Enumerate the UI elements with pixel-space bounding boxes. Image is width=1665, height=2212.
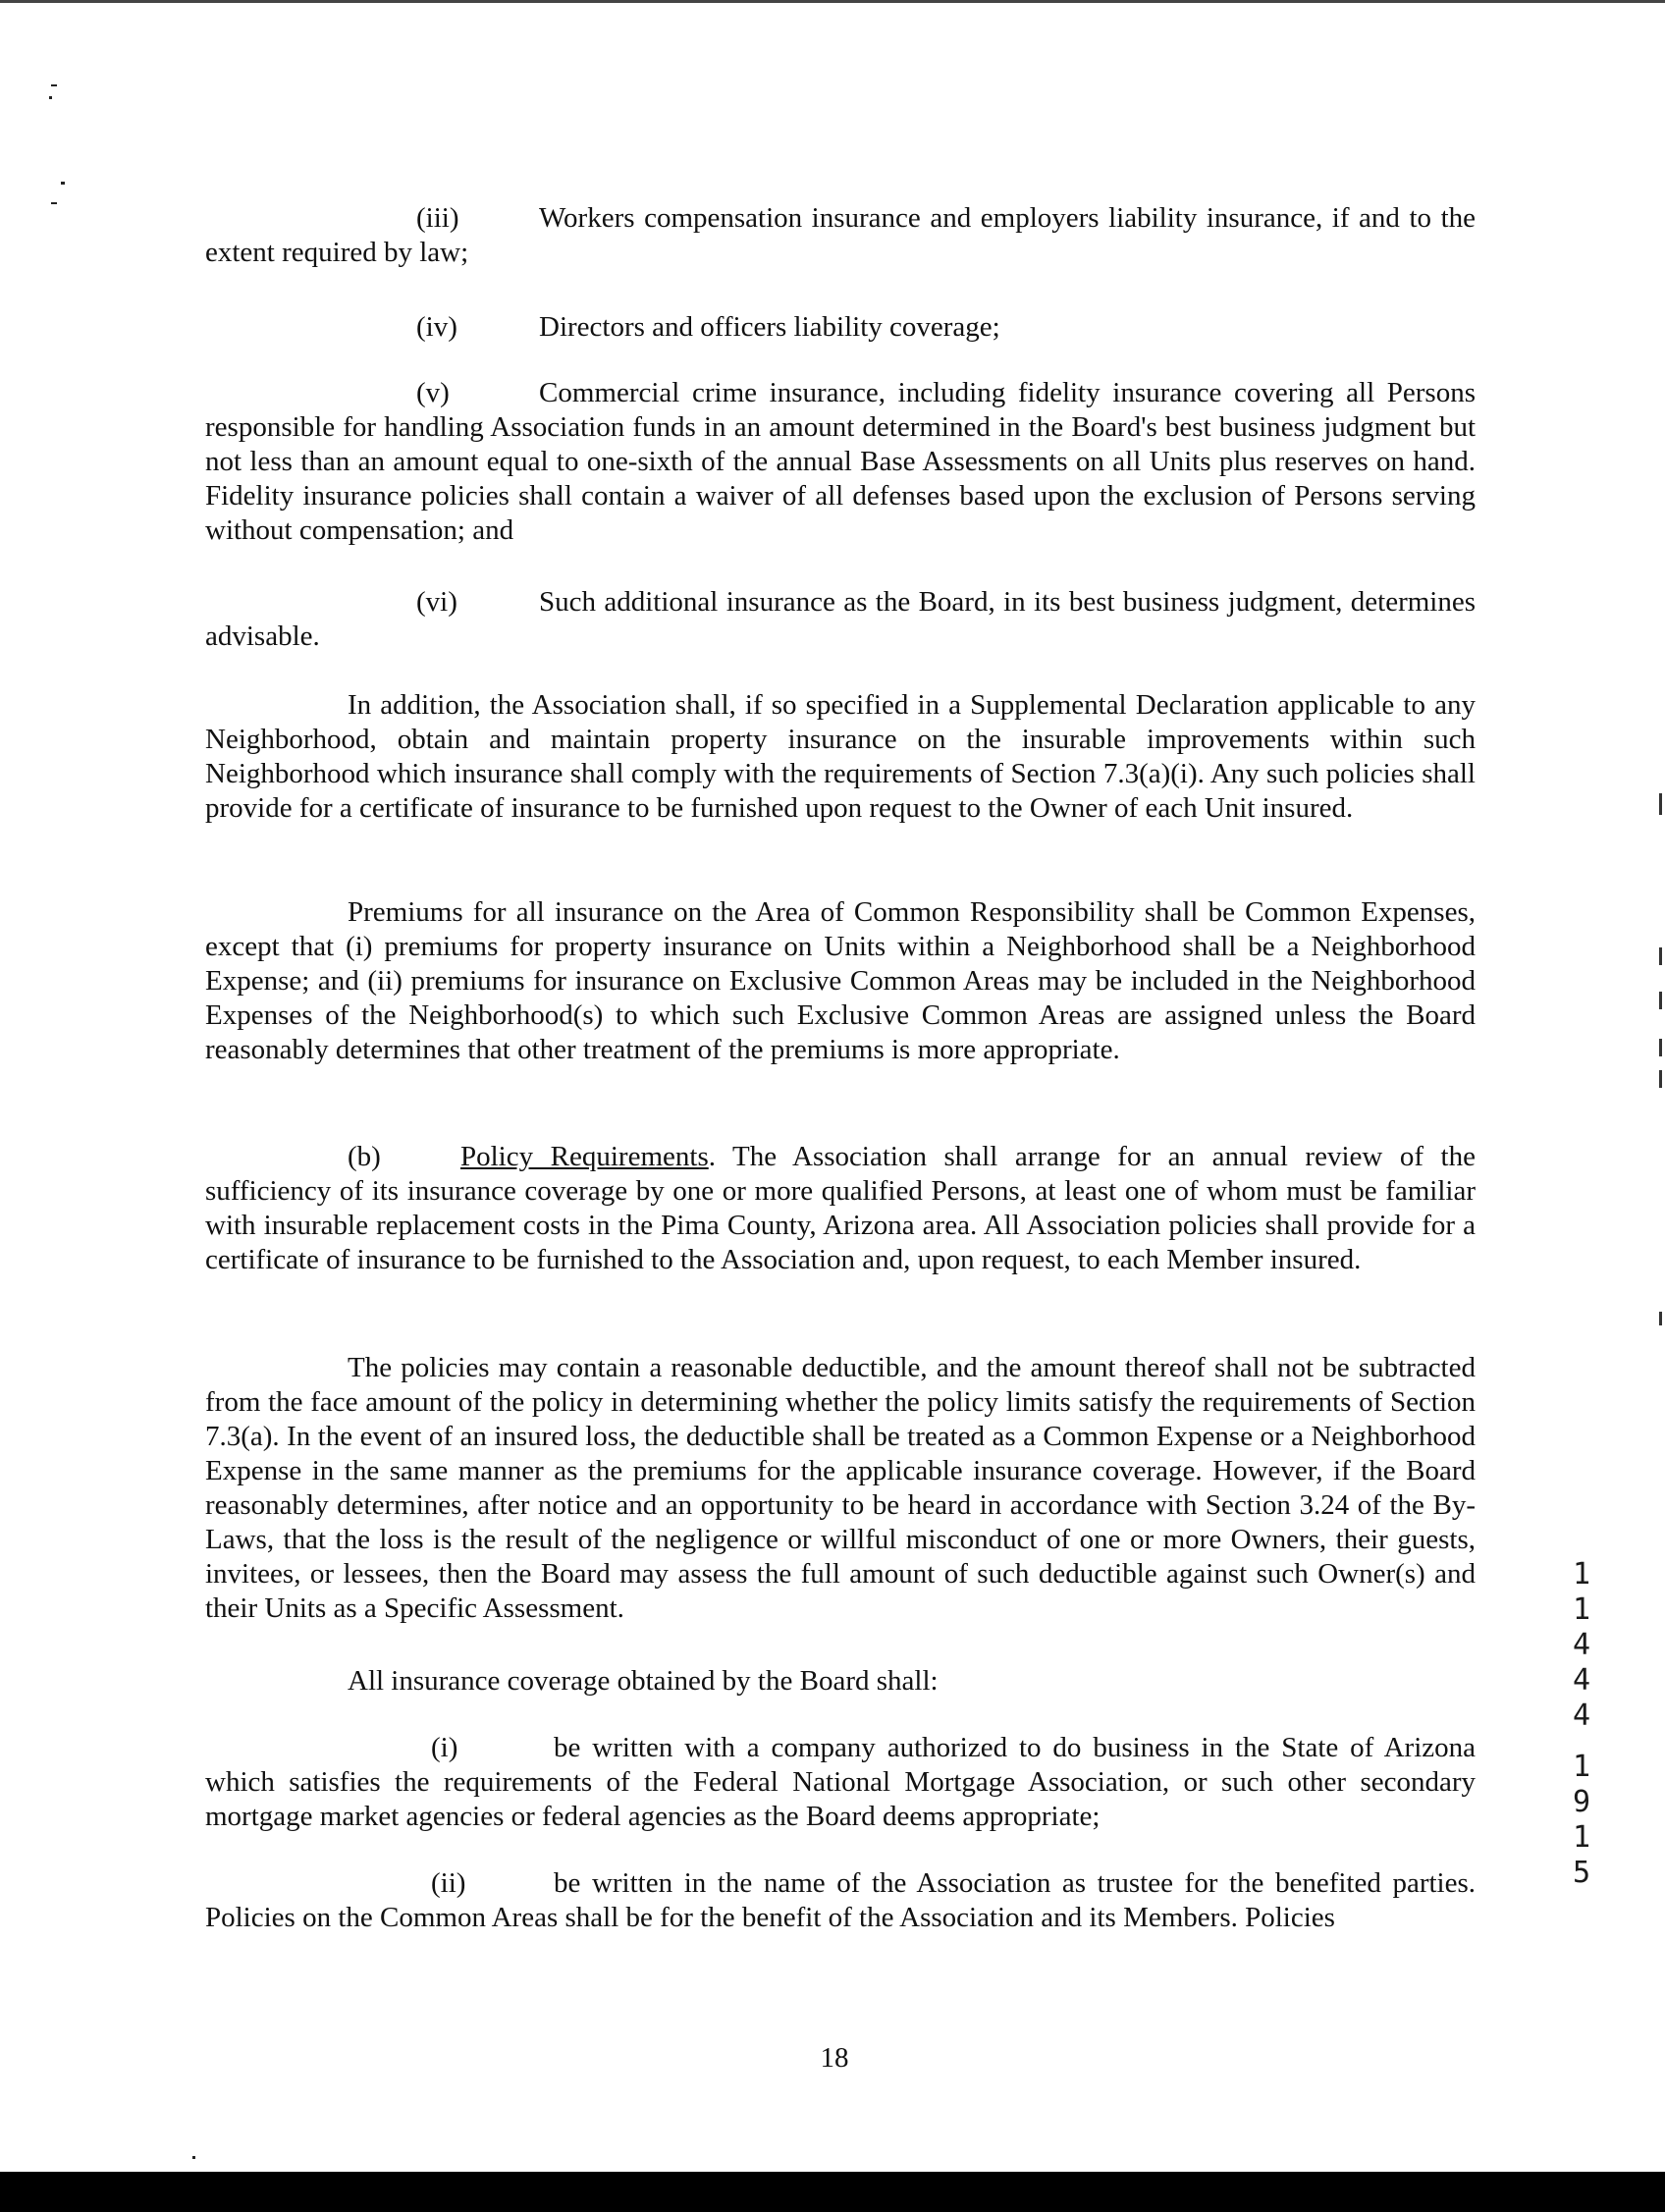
- stamp-digit: 5: [1572, 1856, 1591, 1890]
- scan-edge-mark: [1659, 793, 1662, 815]
- item-text: Commercial crime insurance, including fidelity insurance covering all Persons responsible for handling Association funds in an amount determined in the Board's best business judgment but not less than an amount equal to one-sixth of the annual Base Assessments on all Units plus reserves on hand. Fidelity insurance policies shall contain a waiver of all defenses based upon the exclusion of Persons serving without compensation; and: [205, 377, 1476, 546]
- page-number: 18: [820, 2042, 849, 2074]
- scan-edge-mark: [1659, 1039, 1662, 1056]
- paragraph-text: . The Association shall arrange for an annual review of the sufficiency of its insurance coverage by one or more qualified Persons, at least one of whom must be familiar with insurable replacement costs in the Pima County, Arizona area. All Association policies shall provide for a certificate of insurance to be furnished to the Association and, upon request, to each Member insured.: [205, 1141, 1476, 1275]
- policy-requirements-paragraph: [205, 1140, 1476, 1277]
- item-text: be written in the name of the Association as trustee for the benefited parties. Policies on the Common Areas shall be for the benefit of the Association and its Members. Policies: [205, 1867, 1476, 1933]
- list-item: [205, 585, 1476, 654]
- scan-bottom-edge: [0, 2172, 1665, 2212]
- scan-speck: [51, 202, 57, 204]
- list-item: [205, 310, 1476, 345]
- recording-stamp: [1565, 1557, 1598, 1891]
- scan-edge-mark: [1659, 1070, 1662, 1088]
- item-number: (b): [348, 1141, 381, 1172]
- stamp-spacer: [1565, 1734, 1598, 1750]
- scan-top-edge: [0, 0, 1665, 3]
- scan-speck: [49, 96, 52, 99]
- scan-edge-mark: [1659, 947, 1662, 965]
- addition-paragraph: In addition, the Association shall, if so specified in a Supplemental Declaration applicable to any Neighborhood, obtain and maintain property insurance on the insurable improvements within such Neighborhood which insurance shall comply with the requirements of Section 7.3(a)(i). Any such policies shall provide for a certificate of insurance to be furnished upon request to the Owner of each Unit insured.: [205, 689, 1476, 824]
- item-number: (ii): [431, 1867, 466, 1899]
- list-item: [205, 1731, 1476, 1834]
- item-text: Directors and officers liability coverage;: [539, 311, 1000, 343]
- item-text: Such additional insurance as the Board, in its best business judgment, determines advisable.: [205, 586, 1476, 652]
- item-number: (iv): [416, 311, 457, 343]
- stamp-digit: 4: [1572, 1699, 1591, 1733]
- item-text: be written with a company authorized to do business in the State of Arizona which satisfies the requirements of the Federal National Mortgage Association, or such other secondary mortgage market agencies or federal agencies as the Board deems appropriate;: [205, 1732, 1476, 1832]
- list-item: [205, 201, 1476, 270]
- section-heading: Policy Requirements: [460, 1141, 709, 1172]
- list-item: [205, 376, 1476, 548]
- scan-speck: [51, 84, 57, 86]
- item-number: (v): [416, 377, 450, 408]
- coverage-intro: All insurance coverage obtained by the Board shall:: [348, 1665, 939, 1697]
- stamp-digit: 4: [1572, 1628, 1591, 1662]
- item-number: (iii): [416, 202, 459, 234]
- stamp-digit: 1: [1572, 1592, 1591, 1627]
- deductible-paragraph: The policies may contain a reasonable deductible, and the amount thereof shall not be subtracted from the face amount of the policy in determining whether the policy limits satisfy the requirements of Section 7.3(a). In the event of an insured loss, the deductible shall be treated as a Common Expense or a Neighborhood Expense in the same manner as the premiums for the applicable insurance coverage. However, if the Board reasonably determines, after notice and an opportunity to be heard in accordance with Section 3.24 of the By-Laws, that the loss is the result of the negligence or willful misconduct of one or more Owners, their guests, invitees, or lessees, then the Board may assess the full amount of such deductible against such Owner(s) and their Units as a Specific Assessment.: [205, 1352, 1476, 1624]
- item-text: Workers compensation insurance and employers liability insurance, if and to the extent required by law;: [205, 202, 1476, 268]
- item-number: (i): [431, 1732, 458, 1763]
- scan-speck: [192, 2156, 195, 2159]
- scan-speck: [61, 182, 65, 185]
- premiums-paragraph: Premiums for all insurance on the Area of Common Responsibility shall be Common Expenses, except that (i) premiums for property insurance on Units within a Neighborhood shall be a Neighborhood Expense; and (ii) premiums for insurance on Exclusive Common Areas may be included in the Neighborhood Expenses of the Neighborhood(s) to which such Exclusive Common Areas are assigned unless the Board reasonably determines that other treatment of the premiums is more appropriate.: [205, 896, 1476, 1065]
- stamp-digit: 9: [1572, 1785, 1591, 1819]
- stamp-digit: 1: [1572, 1750, 1591, 1784]
- stamp-digit: 1: [1572, 1820, 1591, 1855]
- item-number: (vi): [416, 586, 457, 618]
- stamp-digit: 1: [1572, 1557, 1591, 1592]
- stamp-digit: 4: [1572, 1663, 1591, 1698]
- scan-edge-mark: [1659, 992, 1662, 1009]
- scan-edge-mark: [1659, 1312, 1662, 1325]
- list-item: [205, 1866, 1476, 1935]
